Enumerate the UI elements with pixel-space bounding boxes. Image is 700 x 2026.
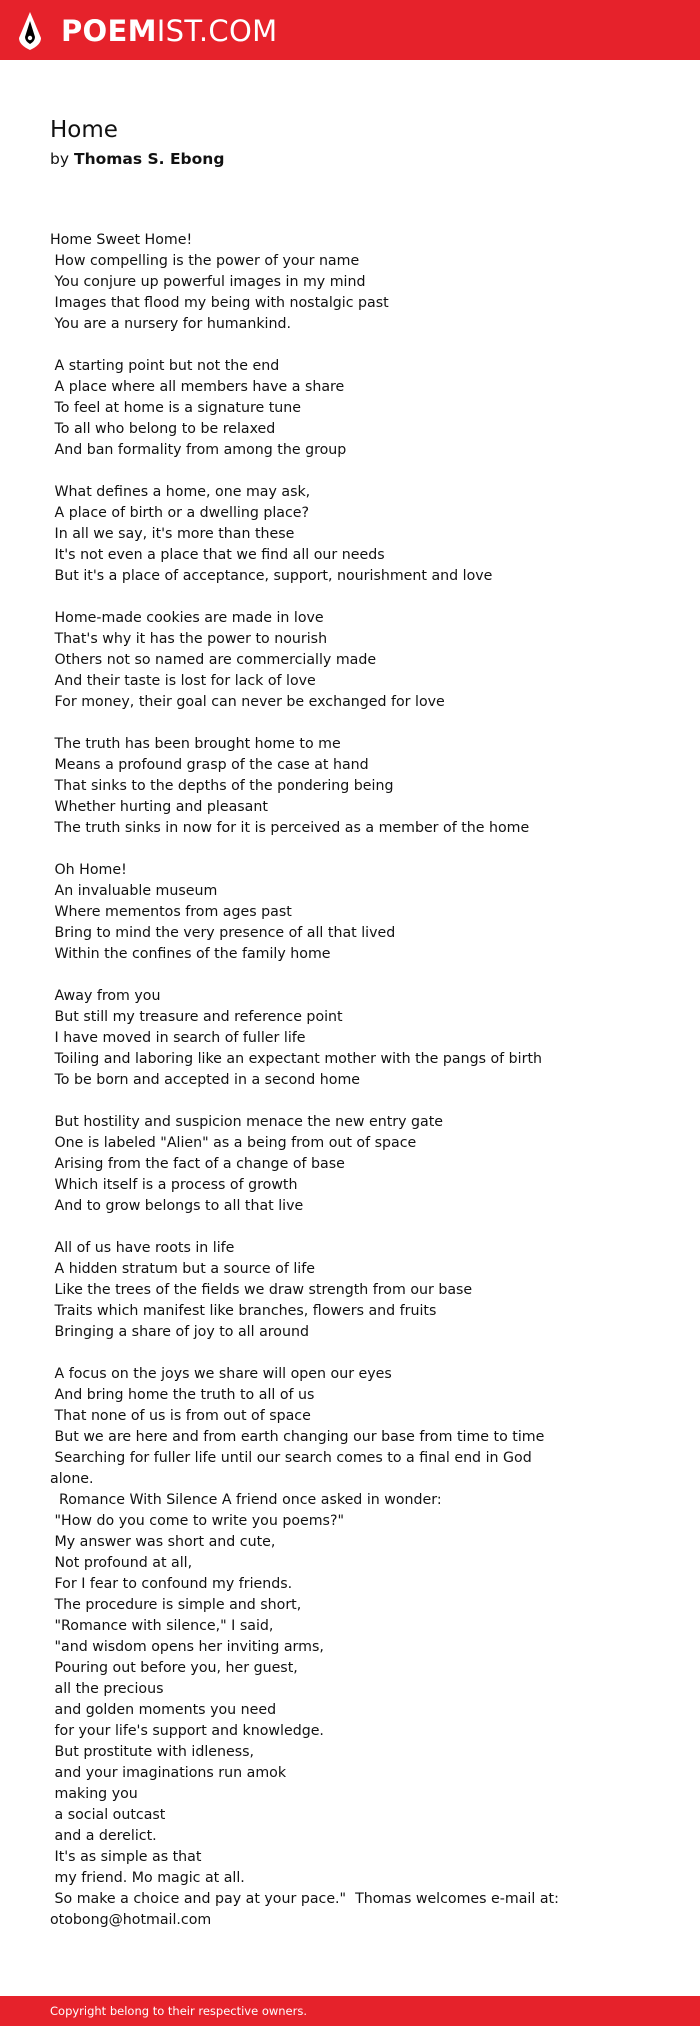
logo-text-light: IST.COM xyxy=(156,14,278,48)
poem-author: Thomas S. Ebong xyxy=(74,150,225,168)
poem-byline xyxy=(50,147,650,171)
logo-text-bold: POEM xyxy=(61,14,157,48)
site-logo-text xyxy=(61,11,277,51)
poem-title: Home xyxy=(50,117,118,143)
site-header xyxy=(0,0,700,60)
byline-prefix: by xyxy=(50,150,70,168)
poem-body: Home Sweet Home! How compelling is the power of your name You conjure up powerful images in my mind Images that flood my being with nostalgic past You are a nursery for humankind. A starting point but not the end A place where all members have a share To feel at home is a signature tune To all who belong to be relaxed And ban formality from among the group What defines a home, one may ask, A place of birth or a dwelling place? In all we say, it's more than these It's not even a place that we find all our needs But it's a place of acceptance, support, nourishment and love Home-made cookies are made in love That's why it has the power to nourish Others not so named are commercially made And their taste is lost for lack of love For money, their goal can never be exchanged for love The truth has been brought home to me Means a profound grasp of the case at hand That sinks to the depths of the pondering being Whether hurting and pleasant The truth sinks in now for it is perceived as a member of the home Oh Home! An invaluable museum Where mementos from ages past Bring to mind the very presence of all that lived Within the confines of the family home Away from you But still my treasure and reference point I have moved in search of fuller life Toiling and laboring like an expectant mother with the pangs of birth To be born and accepted in a second home But hostility and suspicion menace the new entry gate One is labeled "Alien" as a being from out of space Arising from the fact of a change of base Which itself is a process of growth And to grow belongs to all that live All of us have roots in life A hidden stratum but a source of life Like the trees of the fields we draw strength from our base Traits which manifest like branches, flowers and fruits Bringing a share of joy to all around A focus on the joys we share will open our eyes And bring home the truth to all of us That none of us is from out of space But we are here and from earth changing our base from time to time Searching for fuller life until our search comes to a final end in God alone. Romance With Silence A friend once asked in wonder: "How do you come to write you poems?" My answer was short and cute, Not profound at all, For I fear to confound my friends. The procedure is simple and short, "Romance with silence," I said, "and wisdom opens her inviting arms, Pouring out before you, her guest, all the precious and golden moments you need for your life's support and knowledge. But prostitute with idleness, and your imaginations run amok making you a social outcast and a derelict. It's as simple as that my friend. Mo magic at all. So make a choice and pay at your pace." Thomas welcomes e-mail at: otobong@hotmail.com xyxy=(50,232,559,1928)
pen-nib-icon xyxy=(17,11,43,51)
copyright-text: Copyright belong to their respective owners. xyxy=(50,2004,308,2018)
site-logo-link[interactable] xyxy=(17,11,277,51)
poem-content xyxy=(50,114,650,1931)
site-footer xyxy=(0,1996,700,2026)
